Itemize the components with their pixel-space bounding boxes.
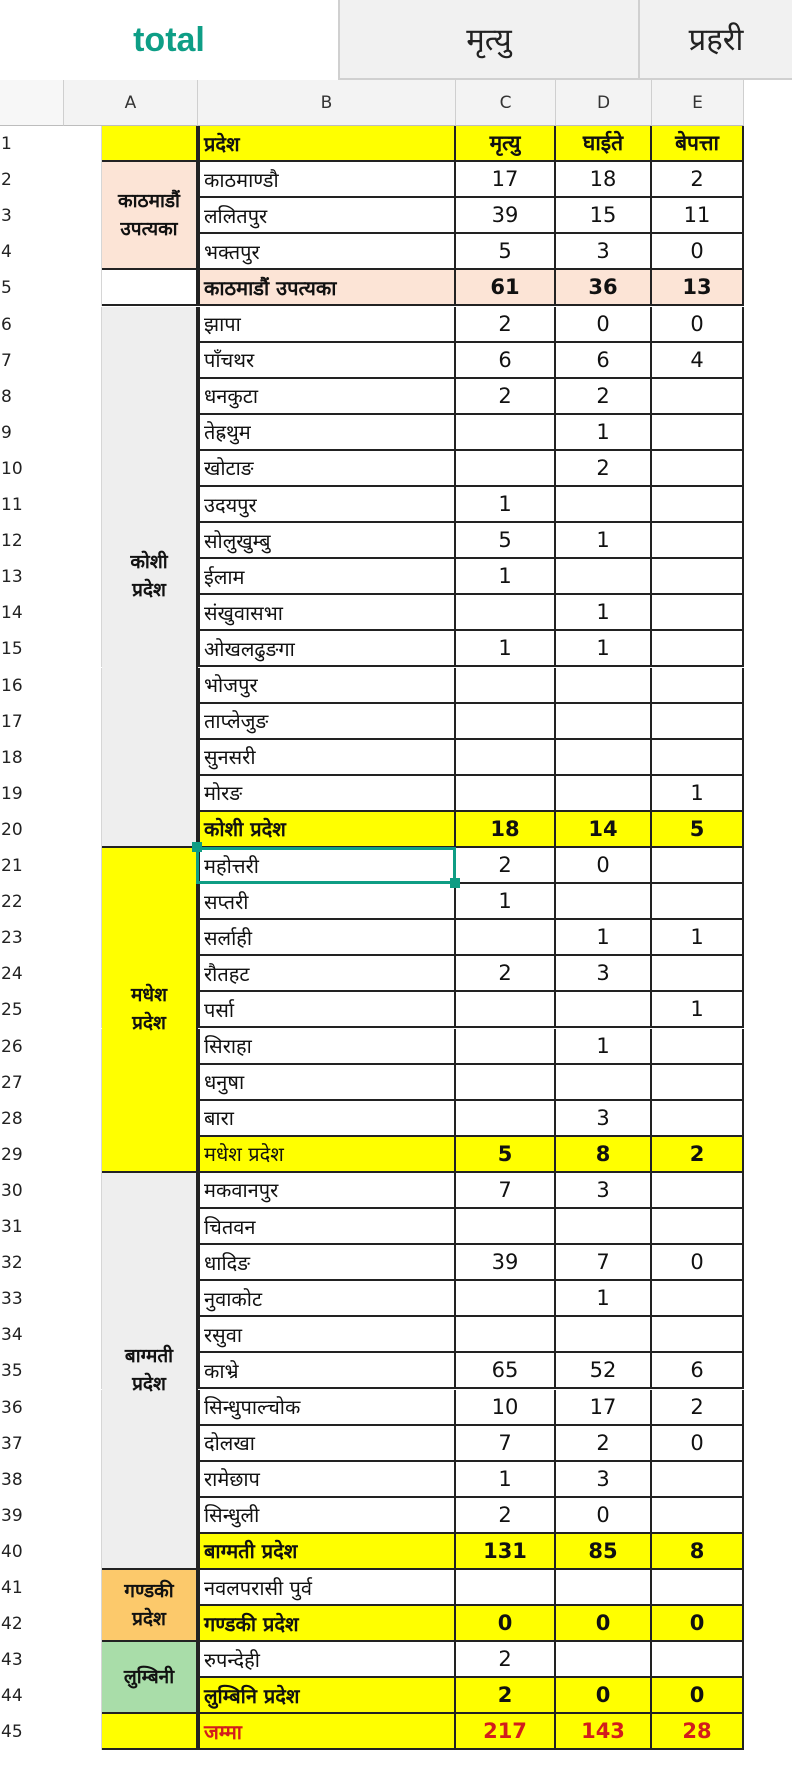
cell-deaths[interactable]: 2 <box>456 848 556 884</box>
tab-police[interactable]: प्रहरी <box>638 0 792 80</box>
cell-province[interactable]: ललितपुर <box>198 198 456 234</box>
region-label-cell[interactable]: काठमाडौं उपत्यका <box>102 162 198 270</box>
corner-header <box>0 80 64 126</box>
cell-province[interactable]: ओखलढुङगा <box>198 631 456 667</box>
row-number[interactable]: 44 <box>0 1678 64 1714</box>
column-a-spacer <box>64 1209 102 1245</box>
row-number[interactable]: 17 <box>0 704 64 740</box>
cell-province[interactable]: जम्मा <box>198 1714 456 1750</box>
cell-province[interactable]: प्रदेश <box>198 126 456 162</box>
cell-injured[interactable]: 36 <box>556 270 652 306</box>
row-number[interactable]: 3 <box>0 198 64 234</box>
cell-injured[interactable]: 143 <box>556 1714 652 1750</box>
row-number[interactable]: 20 <box>0 812 64 848</box>
column-a-spacer <box>64 307 102 343</box>
cell-missing[interactable]: 2 <box>652 1137 744 1173</box>
cell-injured[interactable]: 52 <box>556 1353 652 1389</box>
cell-deaths[interactable] <box>456 1281 556 1317</box>
cell-injured[interactable]: 3 <box>556 1173 652 1209</box>
cell-missing[interactable] <box>652 379 744 415</box>
cell-missing[interactable] <box>652 1209 744 1245</box>
cell-deaths[interactable]: 1 <box>456 487 556 523</box>
row-number[interactable]: 19 <box>0 776 64 812</box>
column-a-spacer <box>64 776 102 812</box>
cell-deaths[interactable]: 10 <box>456 1390 556 1426</box>
column-header-c[interactable]: C <box>456 80 556 126</box>
row-number[interactable]: 6 <box>0 307 64 343</box>
column-a-spacer <box>64 1390 102 1426</box>
row-number[interactable]: 24 <box>0 956 64 992</box>
column-a-spacer <box>64 523 102 559</box>
cell-deaths[interactable]: 65 <box>456 1353 556 1389</box>
cell-missing[interactable] <box>652 704 744 740</box>
cell-injured[interactable]: 1 <box>556 631 652 667</box>
row-number[interactable]: 25 <box>0 992 64 1028</box>
row-number[interactable]: 43 <box>0 1642 64 1678</box>
column-a-spacer <box>64 668 102 704</box>
cell-province[interactable]: सिन्धुली <box>198 1498 456 1534</box>
cell-province[interactable]: सिन्धुपाल्चोक <box>198 1390 456 1426</box>
cell-missing[interactable] <box>652 415 744 451</box>
column-header-b[interactable]: B <box>198 80 456 126</box>
cell-province[interactable]: तेह्रथुम <box>198 415 456 451</box>
cell-missing[interactable]: 1 <box>652 992 744 1028</box>
cell-injured[interactable]: 6 <box>556 343 652 379</box>
cell-province[interactable]: ताप्लेजुङ <box>198 704 456 740</box>
column-a-spacer <box>64 1426 102 1462</box>
cell-injured[interactable] <box>556 704 652 740</box>
cell-missing[interactable] <box>652 884 744 920</box>
row-number[interactable]: 38 <box>0 1462 64 1498</box>
cell-province[interactable]: धनुषा <box>198 1065 456 1101</box>
column-a-spacer <box>64 1281 102 1317</box>
cell-province[interactable]: सोलुखुम्बु <box>198 523 456 559</box>
column-a-spacer <box>64 631 102 667</box>
cell-province[interactable]: सुनसरी <box>198 740 456 776</box>
cell-missing[interactable]: 1 <box>652 920 744 956</box>
column-header-a[interactable]: A <box>64 80 198 126</box>
cell-missing[interactable] <box>652 523 744 559</box>
cell-injured[interactable]: 8 <box>556 1137 652 1173</box>
cell-injured[interactable] <box>556 487 652 523</box>
cell-deaths[interactable]: 1 <box>456 631 556 667</box>
cell-province[interactable]: महोत्तरी <box>198 848 456 884</box>
cell-a[interactable] <box>102 1714 198 1750</box>
row-number[interactable]: 34 <box>0 1317 64 1353</box>
cell-province[interactable]: ईलाम <box>198 559 456 595</box>
row-number[interactable]: 26 <box>0 1029 64 1065</box>
cell-injured[interactable]: 1 <box>556 595 652 631</box>
column-a-spacer <box>64 848 102 884</box>
cell-province[interactable]: सप्तरी <box>198 884 456 920</box>
row-number[interactable]: 14 <box>0 595 64 631</box>
cell-deaths[interactable] <box>456 1209 556 1245</box>
cell-missing[interactable] <box>652 1029 744 1065</box>
cell-injured[interactable]: 2 <box>556 1426 652 1462</box>
column-a-spacer <box>64 1570 102 1606</box>
column-a-spacer <box>64 162 102 198</box>
cell-missing[interactable] <box>652 1570 744 1606</box>
cell-missing[interactable]: 8 <box>652 1534 744 1570</box>
row-number[interactable]: 10 <box>0 451 64 487</box>
cell-injured[interactable] <box>556 1642 652 1678</box>
cell-missing[interactable]: 5 <box>652 812 744 848</box>
column-a-spacer <box>64 1353 102 1389</box>
cell-missing[interactable] <box>652 451 744 487</box>
cell-province[interactable]: मकवानपुर <box>198 1173 456 1209</box>
cell-missing[interactable]: 13 <box>652 270 744 306</box>
cell-missing[interactable] <box>652 631 744 667</box>
cell-deaths[interactable]: 5 <box>456 234 556 270</box>
cell-deaths[interactable]: 2 <box>456 956 556 992</box>
cell-injured[interactable]: 18 <box>556 162 652 198</box>
row-number[interactable]: 28 <box>0 1101 64 1137</box>
column-a-spacer <box>64 1606 102 1642</box>
row-number[interactable]: 42 <box>0 1606 64 1642</box>
column-a-spacer <box>64 884 102 920</box>
row-number[interactable]: 11 <box>0 487 64 523</box>
cell-injured[interactable]: 85 <box>556 1534 652 1570</box>
cell-province[interactable]: धादिङ <box>198 1245 456 1281</box>
cell-injured[interactable]: 1 <box>556 415 652 451</box>
column-a-spacer <box>64 126 102 162</box>
cell-injured[interactable]: 2 <box>556 451 652 487</box>
cell-province[interactable]: रौतहट <box>198 956 456 992</box>
cell-deaths[interactable]: 1 <box>456 559 556 595</box>
cell-deaths[interactable]: 0 <box>456 1606 556 1642</box>
cell-missing[interactable] <box>652 848 744 884</box>
cell-injured[interactable] <box>556 668 652 704</box>
row-number[interactable]: 13 <box>0 559 64 595</box>
cell-province[interactable]: मोरङ <box>198 776 456 812</box>
cell-injured[interactable]: 1 <box>556 523 652 559</box>
cell-missing[interactable] <box>652 487 744 523</box>
cell-injured[interactable]: 3 <box>556 956 652 992</box>
cell-missing[interactable]: 0 <box>652 1678 744 1714</box>
cell-province[interactable]: दोलखा <box>198 1426 456 1462</box>
column-a-spacer <box>64 812 102 848</box>
column-a-spacer <box>64 992 102 1028</box>
cell-deaths[interactable]: 39 <box>456 1245 556 1281</box>
cell-missing[interactable] <box>652 1101 744 1137</box>
sheet-tab-bar <box>0 0 792 80</box>
cell-province[interactable]: काठमाण्डौ <box>198 162 456 198</box>
cell-injured[interactable] <box>556 884 652 920</box>
cell-injured[interactable]: 2 <box>556 379 652 415</box>
cell-missing[interactable]: 0 <box>652 1245 744 1281</box>
cell-injured[interactable]: 3 <box>556 1462 652 1498</box>
column-a-spacer <box>64 1173 102 1209</box>
cell-province[interactable]: सर्लाही <box>198 920 456 956</box>
cell-province[interactable]: पाँचथर <box>198 343 456 379</box>
cell-deaths[interactable] <box>456 776 556 812</box>
column-a-spacer <box>64 956 102 992</box>
cell-deaths[interactable]: 5 <box>456 1137 556 1173</box>
cell-deaths[interactable]: मृत्यु <box>456 126 556 162</box>
cell-province[interactable]: मधेश प्रदेश <box>198 1137 456 1173</box>
cell-province[interactable]: धनकुटा <box>198 379 456 415</box>
cell-deaths[interactable] <box>456 451 556 487</box>
cell-province[interactable]: बाग्मती प्रदेश <box>198 1534 456 1570</box>
cell-missing[interactable]: 0 <box>652 1606 744 1642</box>
cell-injured[interactable]: 0 <box>556 1678 652 1714</box>
cell-province[interactable]: कोशी प्रदेश <box>198 812 456 848</box>
cell-province[interactable]: काभ्रे <box>198 1353 456 1389</box>
row-number[interactable]: 2 <box>0 162 64 198</box>
cell-injured[interactable]: 14 <box>556 812 652 848</box>
cell-injured[interactable]: 1 <box>556 1281 652 1317</box>
cell-deaths[interactable] <box>456 415 556 451</box>
cell-missing[interactable]: 4 <box>652 343 744 379</box>
cell-injured[interactable] <box>556 559 652 595</box>
cell-missing[interactable]: 11 <box>652 198 744 234</box>
cell-deaths[interactable]: 2 <box>456 1642 556 1678</box>
region-label-cell[interactable]: बाग्मती प्रदेश <box>102 1173 198 1570</box>
cell-province[interactable]: रुपन्देही <box>198 1642 456 1678</box>
cell-missing[interactable] <box>652 1065 744 1101</box>
row-number[interactable]: 29 <box>0 1137 64 1173</box>
cell-injured[interactable]: 3 <box>556 1101 652 1137</box>
column-a-spacer <box>64 451 102 487</box>
column-a-spacer <box>64 1714 102 1750</box>
row-number[interactable]: 39 <box>0 1498 64 1534</box>
cell-province[interactable]: भक्तपुर <box>198 234 456 270</box>
cell-deaths[interactable]: 17 <box>456 162 556 198</box>
cell-injured[interactable] <box>556 1065 652 1101</box>
column-a-spacer <box>64 1029 102 1065</box>
cell-deaths[interactable] <box>456 1317 556 1353</box>
cell-missing[interactable] <box>652 740 744 776</box>
row-number[interactable]: 31 <box>0 1209 64 1245</box>
cell-province[interactable]: खोटाङ <box>198 451 456 487</box>
row-number[interactable]: 9 <box>0 415 64 451</box>
cell-missing[interactable] <box>652 595 744 631</box>
cell-missing[interactable]: 0 <box>652 307 744 343</box>
cell-injured[interactable] <box>556 1317 652 1353</box>
cell-injured[interactable] <box>556 740 652 776</box>
cell-injured[interactable]: 3 <box>556 234 652 270</box>
cell-injured[interactable]: 0 <box>556 1498 652 1534</box>
row-number[interactable]: 37 <box>0 1426 64 1462</box>
region-label-cell[interactable]: गण्डकी प्रदेश <box>102 1570 198 1642</box>
cell-missing[interactable] <box>652 1317 744 1353</box>
cell-injured[interactable]: घाईते <box>556 126 652 162</box>
column-a-spacer <box>64 1642 102 1678</box>
cell-deaths[interactable]: 2 <box>456 379 556 415</box>
cell-missing[interactable]: 6 <box>652 1353 744 1389</box>
cell-deaths[interactable]: 39 <box>456 198 556 234</box>
cell-missing[interactable] <box>652 1642 744 1678</box>
cell-missing[interactable]: 2 <box>652 1390 744 1426</box>
cell-deaths[interactable]: 7 <box>456 1173 556 1209</box>
cell-injured[interactable]: 1 <box>556 1029 652 1065</box>
cell-deaths[interactable]: 2 <box>456 307 556 343</box>
row-number[interactable]: 30 <box>0 1173 64 1209</box>
cell-a[interactable] <box>102 126 198 162</box>
column-header-d[interactable]: D <box>556 80 652 126</box>
cell-deaths[interactable]: 61 <box>456 270 556 306</box>
row-number[interactable]: 21 <box>0 848 64 884</box>
cell-deaths[interactable]: 7 <box>456 1426 556 1462</box>
column-a-spacer <box>64 1065 102 1101</box>
column-header-e[interactable]: E <box>652 80 744 126</box>
cell-injured[interactable] <box>556 992 652 1028</box>
cell-deaths[interactable]: 6 <box>456 343 556 379</box>
cell-province[interactable]: काठमाडौं उपत्यका <box>198 270 456 306</box>
cell-province[interactable]: सिराहा <box>198 1029 456 1065</box>
cell-injured[interactable]: 15 <box>556 198 652 234</box>
row-number[interactable]: 36 <box>0 1390 64 1426</box>
row-number[interactable]: 12 <box>0 523 64 559</box>
column-a-spacer <box>64 595 102 631</box>
cell-deaths[interactable]: 5 <box>456 523 556 559</box>
cell-deaths[interactable] <box>456 992 556 1028</box>
column-a-spacer <box>64 1317 102 1353</box>
tab-deaths[interactable]: मृत्यु <box>338 0 638 80</box>
column-a-spacer <box>64 343 102 379</box>
cell-deaths[interactable] <box>456 595 556 631</box>
cell-missing[interactable]: 0 <box>652 234 744 270</box>
cell-missing[interactable] <box>652 1462 744 1498</box>
column-a-spacer <box>64 704 102 740</box>
row-number[interactable]: 35 <box>0 1353 64 1389</box>
column-a-spacer <box>64 487 102 523</box>
cell-province[interactable]: उदयपुर <box>198 487 456 523</box>
row-number[interactable]: 8 <box>0 379 64 415</box>
cell-deaths[interactable]: 18 <box>456 812 556 848</box>
cell-province[interactable]: संखुवासभा <box>198 595 456 631</box>
cell-deaths[interactable]: 217 <box>456 1714 556 1750</box>
cell-deaths[interactable] <box>456 920 556 956</box>
cell-province[interactable]: झापा <box>198 307 456 343</box>
row-number[interactable]: 32 <box>0 1245 64 1281</box>
cell-deaths[interactable] <box>456 1029 556 1065</box>
row-number[interactable]: 40 <box>0 1534 64 1570</box>
cell-deaths[interactable] <box>456 704 556 740</box>
cell-injured[interactable]: 0 <box>556 1606 652 1642</box>
row-number[interactable]: 33 <box>0 1281 64 1317</box>
cell-deaths[interactable] <box>456 1101 556 1137</box>
row-number[interactable]: 5 <box>0 270 64 306</box>
region-label-cell[interactable]: लुम्बिनी <box>102 1642 198 1714</box>
row-number[interactable]: 22 <box>0 884 64 920</box>
column-a-spacer <box>64 1137 102 1173</box>
cell-province[interactable]: चितवन <box>198 1209 456 1245</box>
cell-missing[interactable]: 1 <box>652 776 744 812</box>
tab-total[interactable]: total <box>0 0 338 80</box>
column-a-spacer <box>64 559 102 595</box>
cell-a[interactable] <box>102 270 198 306</box>
row-number[interactable]: 7 <box>0 343 64 379</box>
cell-province[interactable]: बारा <box>198 1101 456 1137</box>
cell-province[interactable]: रसुवा <box>198 1317 456 1353</box>
cell-deaths[interactable]: 1 <box>456 1462 556 1498</box>
selection-handle-top[interactable] <box>192 842 202 852</box>
row-number[interactable]: 15 <box>0 631 64 667</box>
region-label-cell[interactable]: कोशी प्रदेश <box>102 307 198 849</box>
cell-deaths[interactable] <box>456 1570 556 1606</box>
row-number[interactable]: 27 <box>0 1065 64 1101</box>
cell-deaths[interactable]: 1 <box>456 884 556 920</box>
row-number[interactable]: 45 <box>0 1714 64 1750</box>
cell-deaths[interactable]: 2 <box>456 1498 556 1534</box>
cell-missing[interactable] <box>652 559 744 595</box>
column-a-spacer <box>64 1534 102 1570</box>
column-a-spacer <box>64 1245 102 1281</box>
row-number[interactable]: 18 <box>0 740 64 776</box>
cell-injured[interactable] <box>556 1570 652 1606</box>
cell-injured[interactable]: 1 <box>556 920 652 956</box>
column-a-spacer <box>64 920 102 956</box>
row-number[interactable]: 23 <box>0 920 64 956</box>
cell-province[interactable]: गण्डकी प्रदेश <box>198 1606 456 1642</box>
cell-deaths[interactable] <box>456 668 556 704</box>
column-a-spacer <box>64 270 102 306</box>
row-number[interactable]: 41 <box>0 1570 64 1606</box>
cell-missing[interactable]: 28 <box>652 1714 744 1750</box>
cell-injured[interactable]: 17 <box>556 1390 652 1426</box>
cell-missing[interactable] <box>652 1281 744 1317</box>
cell-missing[interactable]: 0 <box>652 1426 744 1462</box>
region-label-cell[interactable]: मधेश प्रदेश <box>102 848 198 1173</box>
cell-injured[interactable]: 0 <box>556 307 652 343</box>
column-a-spacer <box>64 379 102 415</box>
cell-deaths[interactable] <box>456 1065 556 1101</box>
column-a-spacer <box>64 1498 102 1534</box>
cell-missing[interactable] <box>652 668 744 704</box>
column-a-spacer <box>64 1678 102 1714</box>
cell-province[interactable]: नुवाकोट <box>198 1281 456 1317</box>
cell-missing[interactable] <box>652 1498 744 1534</box>
column-a-spacer <box>64 1101 102 1137</box>
cell-province[interactable]: पर्सा <box>198 992 456 1028</box>
cell-injured[interactable]: 7 <box>556 1245 652 1281</box>
cell-missing[interactable]: 2 <box>652 162 744 198</box>
cell-province[interactable]: लुम्बिनि प्रदेश <box>198 1678 456 1714</box>
column-a-spacer <box>64 740 102 776</box>
spreadsheet-grid <box>0 80 792 1776</box>
cell-missing[interactable]: बेपत्ता <box>652 126 744 162</box>
cell-injured[interactable]: 0 <box>556 848 652 884</box>
cell-injured[interactable] <box>556 776 652 812</box>
column-a-spacer <box>64 234 102 270</box>
cell-province[interactable]: भोजपुर <box>198 668 456 704</box>
cell-province[interactable]: रामेछाप <box>198 1462 456 1498</box>
cell-missing[interactable] <box>652 956 744 992</box>
cell-province[interactable]: नवलपरासी पुर्व <box>198 1570 456 1606</box>
cell-deaths[interactable]: 2 <box>456 1678 556 1714</box>
row-number[interactable]: 4 <box>0 234 64 270</box>
column-a-spacer <box>64 1462 102 1498</box>
column-a-spacer <box>64 198 102 234</box>
row-number[interactable]: 1 <box>0 126 64 162</box>
column-a-spacer <box>64 415 102 451</box>
row-number[interactable]: 16 <box>0 668 64 704</box>
cell-injured[interactable] <box>556 1209 652 1245</box>
cell-deaths[interactable]: 131 <box>456 1534 556 1570</box>
cell-deaths[interactable] <box>456 740 556 776</box>
selection-handle-bottom[interactable] <box>450 878 460 888</box>
cell-missing[interactable] <box>652 1173 744 1209</box>
